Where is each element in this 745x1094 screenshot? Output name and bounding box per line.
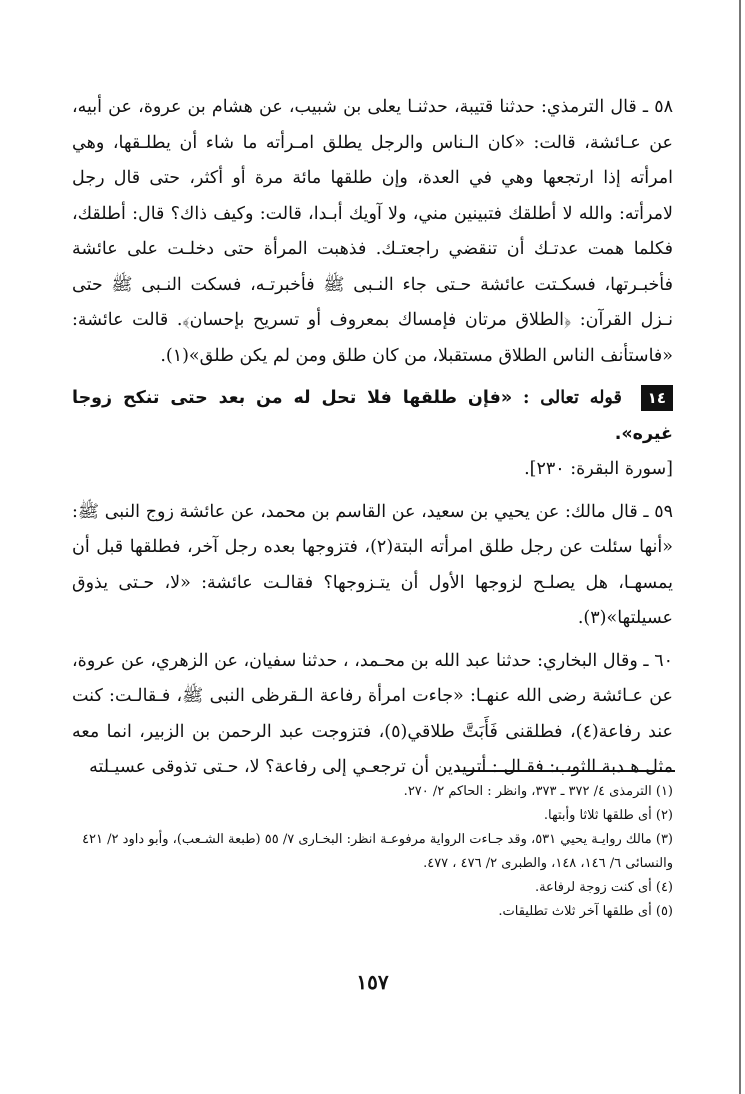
verse-reference: [سورة البقرة: ٢٣٠]. <box>524 459 673 479</box>
footnote-2: (٢) أى طلقها ثلاثا وأبتها. <box>543 808 673 823</box>
page-edge <box>739 0 741 1094</box>
section-heading <box>72 381 673 488</box>
footnote-divider <box>455 770 675 772</box>
main-text <box>72 90 673 786</box>
paragraph-60: ٦٠ ـ وقال البخاري: حدثنا عبد الله بن محـمد، ، حدثنا سفيان، عن الزهري، عن عروة، عن عـائشة رضى الله عنهـا: «جاءت امرأة رفاعة الـقرظى النبى ﷺ، فـقالـت: كنت عند رفاعة(٤)، فطلقنى فَأَبَتَّ طلاقي(٥)، فتزوجت عبد الرحمن بن الزبير، انما معه مثل هـدبة الثوب: فقـال : أتريدين أن ترجعـي إلى رفاعة؟ لا، حـتى تذوقى عسيـلته <box>72 650 673 777</box>
footnote-5: (٥) أى طلقها آخر ثلاث تطليقات. <box>498 904 673 919</box>
footnote-3: (٣) مالك روايـة يحيي ٥٣١، وقد جـاءت الرواية مرفوعـة انظر: البخـارى ٧/ ٥٥ (طبعة الشـعب)، وأبو داود ٢/ ٤٢١ والنسائى ٦/ ١٤٦، ١٤٨، والطبرى ٢/ ٤٧٦ ، ٤٧٧. <box>82 832 673 871</box>
footnote-1: (١) الترمذى ٤/ ٣٧٢ ـ ٣٧٣، وانظر : الحاكم ٢/ ٢٧٠. <box>403 784 673 799</box>
paragraph-59: ٥٩ ـ قال مالك: عن يحيي بن سعيد، عن القاسم بن محمد، عن عائشة زوج النبى ﷺ: «أنها سئلت عن رجل طلق امرأته البتة(٢)، فتزوجها بعده رجل آخر، فطلقها قبل أن يمسهـا، هل يصلـح لزوجها الأول أن يتـزوجها؟ فقالـت عائشة: «لا، حـتى يذوق عسيلتها»(٣). <box>72 501 673 628</box>
footnotes <box>72 780 673 924</box>
heading-verse: «فإن طلقها فلا تحل له من بعد حتى تنكح زوجا غيره». <box>72 388 673 444</box>
footnote-4: (٤) أى كنت زوجة لرفاعة. <box>534 880 673 895</box>
section-number-badge: ١٤ <box>641 385 673 411</box>
heading-intro: قوله تعالى : <box>523 388 622 408</box>
paragraph-58: ٥٨ ـ قال الترمذي: حدثنا قتيبة، حدثنـا يعلى بن شبيب، عن هشام بن عروة، عن أبيه، عن عـائشة، قالت: «كان الـناس والرجل يطلق امـرأته ما شاء أن يطلـقها، وهي امرأته إذا ارتجعها وهي في العدة، وإن طلقها مائة مرة أو أكثر، حتى قال رجل لامرأته: والله لا أطلقك فتبينين مني، ولا آويك أبـدا، قالت: وكيف ذاك؟ قال: أطلقك، فكلما همت عدتـك أن تنقضي راجعتـك. فذهبت المرأة حتى دخلـت على عائشة فأخبـرتها، فسكـتت عائشة حـتى جاء النـبى ﷺ فأخبرتـه، فسكت النـبى ﷺ حتى نـزل القرآن: ﴿الطلاق مرتان فإمساك بمعروف أو تسريح بإحسان﴾. قالت عائشة: «فاستأنف الناس الطلاق مستقبلا، من كان طلق ومن لم يكن طلق»(١). <box>72 97 673 366</box>
page-number: ١٥٧ <box>356 970 389 994</box>
